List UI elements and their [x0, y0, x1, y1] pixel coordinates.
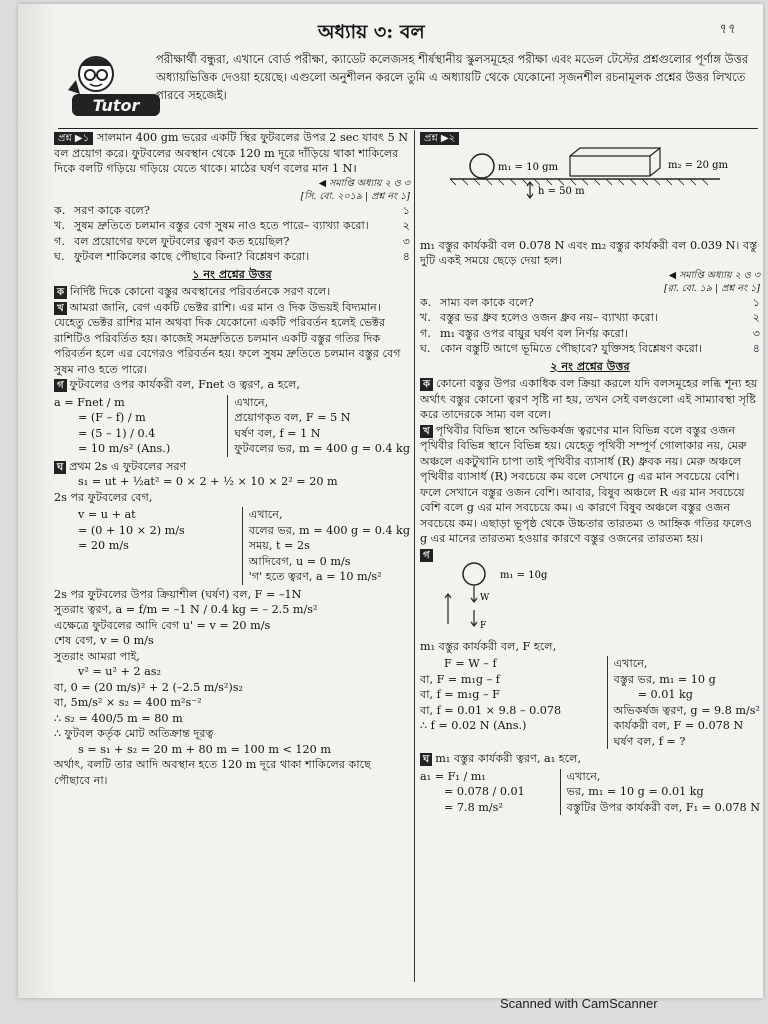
chapter-intro: পরীক্ষার্থী বন্ধুরা, এখানে বোর্ড পরীক্ষা, ক্যাডেট কলেজসহ শীর্ষস্থানীয় স্কুলসমূহের পরীক্ষা এবং মডেল টেস্টের প্রশ্নগুলোর পূর্ণাঙ্গ উত্তর অধ্যায়ভিত্তিক দেওয়া হয়েছে। এগুলো অনুশীলন করলে তুমি এ অধ্যায়টি থেকে যেকোনো সৃজনশীল রচনামূলক প্রশ্নের উত্তর লিখতে পারবে সহজেই।: [156, 52, 749, 102]
q2-answer-heading: ২ নং প্রশ্নের উত্তর: [550, 358, 630, 373]
q2-answer-gha-intro: ঘ m₁ বস্তুর কার্যকরী ত্বরণ, a₁ হলে,: [420, 751, 760, 767]
tutor-logo: [64, 50, 164, 122]
q1-gha-line: বা, 0 = (20 m/s)² + 2 (–2.5 m/s²)s₂: [54, 680, 243, 694]
q1-ga-equations: a = Fnet / m = (F – f) / m = (5 – 1) / 0.4 = 10 m/s² (Ans.): [54, 395, 171, 455]
force-label: F: [480, 621, 487, 631]
q1-gha-line: v² = u² + 2 as₂: [78, 665, 162, 678]
q1-answer-heading: ১ নং প্রশ্নের উত্তর: [192, 266, 272, 281]
scanner-watermark: Scanned with CamScanner: [500, 996, 658, 1011]
chapter-title: অধ্যায় ৩: বল: [318, 21, 425, 43]
q2-part-gha: ঘ. কোন বস্তুটি আগে ভূমিতে পৌছাবে? যুক্তিসহ বিশ্লেষণ করো। ৪: [420, 342, 760, 355]
q2-answer-kha: খ পৃথিবীর বিভিন্ন স্থানে অভিকর্ষজ ত্বরণের মান বিভিন্ন বলে বস্তুর ওজন পৃথিবীর বিভিন্ন স্থানে বিভিন্ন হয়। যেহেতু পৃথিবী সম্পূর্ণ গোলাকার নয়, মেরু অঞ্চলে একটুখানি চাপা তাই পৃথিবীর ব্যাসার্ধ (R) ধ্রুবক নয়। মেরু অঞ্চলে পৃথিবীর ব্যাসার্ধ (R) সবচেয়ে কম বলে সেখানে g এর মান সবচেয়ে বেশি। ফলে সেখানে বস্তুর ওজন বেশি। আবার, বিষুব অঞ্চলে R এর মান সবচেয়ে বেশি বলে g এর মান সবচেয়ে কম। এ কারণে বিষুব অঞ্চলে বস্তুর ওজন সবচেয়ে কম। এছাড়া ভূপৃষ্ঠ থেকে উচ্চতার তারতম্য ও আহ্নিক গতির ফলেও g এর মানের তারতম্য হওয়ার কারণে বস্তুর ওজনের তারতম্য হয়।: [420, 423, 753, 545]
right-column: [420, 130, 760, 817]
q1-part-kha: খ. সুষম দ্রুতিতে চলমান বস্তুর বেগ সুষম নাও হতে পারে– ব্যাখ্যা করো। ২: [54, 219, 410, 232]
fig-m1-label: m₁ = 10g: [500, 570, 548, 581]
q2-ga-intro: m₁ বস্তুর কার্যকরী বল, F হলে,: [420, 639, 557, 653]
q1-gha-velocity-head: 2s পর ফুটবলের বেগ,: [54, 490, 153, 504]
q1-answer-kha: খ আমরা জানি, বেগ একটি ভেক্টর রাশি। এর মান ও দিক উভয়ই বিদ্যমান। যেহেতু ভেক্টর রাশির মান অথবা দিক যেকোনো একটি পরিবর্তন হলেই ভেক্টর রাশিটিও পরিবর্তিত হয়। কাজেই সমদ্রুতিতে চলমান একটি বস্তুর গতির দিক পরিবর্তন হলে এর বেগেরও পরিবর্তন হয়। ফলে সুষম দ্রুতিতে চলমান বস্তুর বেগ সুষম নাও হতে পারে।: [54, 300, 401, 376]
q1-answer-gha-work: [54, 507, 410, 585]
q2-ref-board: [রা. বো. ১৯ | প্রশ্ন নং ১]: [664, 282, 760, 294]
height-label: h = 50 m: [538, 185, 585, 197]
m1-label: m₁ = 10 gm: [498, 161, 559, 173]
q2-diagram-figure: [420, 146, 760, 238]
q1-gha-s1: s₁ = ut + ½at² = 0 × 2 + ½ × 10 × 2² = 20 m: [78, 475, 338, 488]
q1-gha-equations: v = u + at = (0 + 10 × 2) m/s = 20 m/s: [78, 508, 185, 552]
column-divider: [414, 130, 415, 982]
q2-force-figure: [420, 562, 580, 634]
q1-gha-line: s = s₁ + s₂ = 20 m + 80 m = 100 m < 120 m: [78, 742, 331, 756]
q1-gha-line: বা, 5m/s² × s₂ = 400 m²s⁻²: [54, 696, 202, 709]
q1-gha-line: ∴ ফুটবল কর্তৃক মোট অতিক্রান্ত দূরত্ব: [54, 727, 214, 740]
q1-ref-board: [সি. বো. ২০১৯ | প্রশ্ন নং ১]: [300, 190, 410, 202]
ball-figure: [463, 563, 485, 585]
q1-ref-topic: ◀ সমাপ্তি অধ্যায় ২ ও ৩: [318, 177, 410, 189]
q1-gha-line: 2s পর ফুটবলের উপর ক্রিয়াশীল (ঘর্ষণ) বল, F = –1N: [54, 587, 302, 601]
q1-ga-given: এখানে, প্রয়োগকৃত বল, F = 5 N ঘর্ষণ বল, f = 1 N ফুটবলের ভর, m = 400 g = 0.4 kg: [227, 395, 410, 457]
q2-tag: প্রশ্ন ▶২: [420, 132, 459, 145]
q1-gha-line: সুতরাং আমরা পাই,: [54, 649, 140, 663]
box-m2: [570, 148, 660, 176]
q2-answer-ga-label: গ: [420, 547, 760, 563]
header-divider: [58, 128, 758, 129]
scanned-page: [18, 4, 763, 998]
q1-tag: প্রশ্ন ▶১: [54, 132, 93, 145]
q1-stem: প্রশ্ন ▶১ সালমান 400 gm ভরের একটি স্থির ফুটবলের উপর 2 sec যাবৎ 5 N বল প্রয়োগ করে। ফুটবলের অবস্থান থেকে 120 m দূরে দাঁড়িয়ে থাকা শাকিলের দিকে বলটি গড়িয়ে গড়িয়ে যেতে থাকে। মাঠের ঘর্ষণ বলের মান 1 N।: [54, 131, 409, 175]
q2-part-ga: গ. m₁ বস্তুর ওপর বায়ুর ঘর্ষণ বল নির্ণয় করো। ৩: [420, 326, 760, 340]
q1-gha-line: ∴ s₂ = 400/5 m = 80 m: [54, 711, 183, 725]
binding-shadow: [18, 4, 56, 998]
q2-answer-ka: ক কোনো বস্তুর উপর একাধিক বল ক্রিয়া করলে যদি বলসমূহের লব্ধি শূন্য হয় অর্থাৎ বস্তুর কোনো ত্বরণ সৃষ্টি না হয়, তখন সেই বলগুলো এই সাম্যাবস্থা সৃষ্টি করে তাদেরকে সাম্য বল বলে।: [420, 377, 758, 421]
q2-ref-topic: ◀ সমাপ্তি অধ্যায় ২ ও ৩: [668, 269, 760, 281]
left-column: [54, 130, 410, 788]
ground-hatch: [450, 179, 708, 185]
q2-part-kha: খ. বস্তুর ভর ধ্রুব হলেও ওজন ধ্রুব নয়– ব্যাখ্যা করো। ২: [420, 311, 760, 324]
q2-answer-gha-work: [420, 769, 760, 816]
q1-part-ga: গ. বল প্রয়োগের ফলে ফুটবলের ত্বরণ কত হয়েছিল? ৩: [54, 234, 410, 248]
q2-part-ka: ক. সাম্য বল কাকে বলে? ১: [420, 295, 760, 309]
q2-diagram: [420, 146, 760, 238]
q2-gha-given: এখানে, ভর, m₁ = 10 g = 0.01 kg বস্তুটির উপর কার্যকরী বল, F₁ = 0.078 N: [560, 769, 760, 816]
q2-ga-equations: F = W – f বা, F = m₁g – f বা, f = m₁g – F বা, f = 0.01 × 9.8 – 0.078 ∴ f = 0.02 N (Ans.): [420, 657, 562, 732]
q1-gha-given: এখানে, বলের ভর, m = 400 g = 0.4 kg সময়, t = 2s আদিবেগ, u = 0 m/s 'গ' হতে ত্বরণ, a = 10 m/s²: [242, 507, 410, 585]
q1-answer-ga-intro: গ ফুটবলের ওপর কার্যকরী বল, Fnet ও ত্বরণ, a হলে,: [54, 377, 410, 393]
q1-gha-line: এক্ষেত্রে ফুটবলের আদি বেগ u' = v = 20 m/s: [54, 618, 271, 632]
q1-part-ka: ক. সরণ কাকে বলে? ১: [54, 203, 410, 217]
q2-ga-given: এখানে, বস্তুর ভর, m₁ = 10 g = 0.01 kg অভিকর্ষজ ত্বরণ, g = 9.8 m/s² কার্যকরী বল, F = 0.078 N ঘর্ষণ বল, f = ?: [607, 656, 760, 749]
q2-tag-row: [420, 130, 760, 146]
q1-answer-ga-work: [54, 395, 410, 457]
q2-answer-ga-work: [420, 656, 760, 749]
q1-answer-ka: ক নির্দিষ্ট দিকে কোনো বস্তুর অবস্থানের পরিবর্তনকে সরণ বলে।: [54, 284, 410, 300]
q2-stem: m₁ বস্তুর কার্যকরী বল 0.078 N এবং m₂ বস্তুর কার্যকরী বল 0.039 N। বস্তু দুটি একই সময়ে ছেড়ে দেয়া হল।: [420, 238, 758, 267]
q1-gha-conclusion: অর্থাৎ, বলটি তার আদি অবস্থান হতে 120 m দূরে থাকা শাকিলের কাছে পৌছাবে না।: [54, 758, 371, 787]
q1-gha-line: সুতরাং ত্বরণ, a = f/m = –1 N / 0.4 kg = – 2.5 m/s²: [54, 603, 318, 616]
q1-answer-gha-intro: ঘ প্রথম 2s এ ফুটবলের সরণ: [54, 459, 410, 475]
page-number: ৭৭: [718, 22, 735, 37]
q2-gha-equations: a₁ = F₁ / m₁ = 0.078 / 0.01 = 7.8 m/s²: [420, 769, 525, 814]
m2-label: m₂ = 20 gm: [668, 159, 729, 171]
weight-label: W: [480, 593, 490, 603]
logo-text: Tutor: [92, 96, 140, 115]
q1-gha-line: শেষ বেগ, v = 0 m/s: [54, 634, 154, 647]
ball-m1: [470, 154, 494, 178]
q1-part-gha: ঘ. ফুটবল শাকিলের কাছে পৌছাবে কিনা? বিশ্লেষণ করো। ৪: [54, 250, 410, 263]
